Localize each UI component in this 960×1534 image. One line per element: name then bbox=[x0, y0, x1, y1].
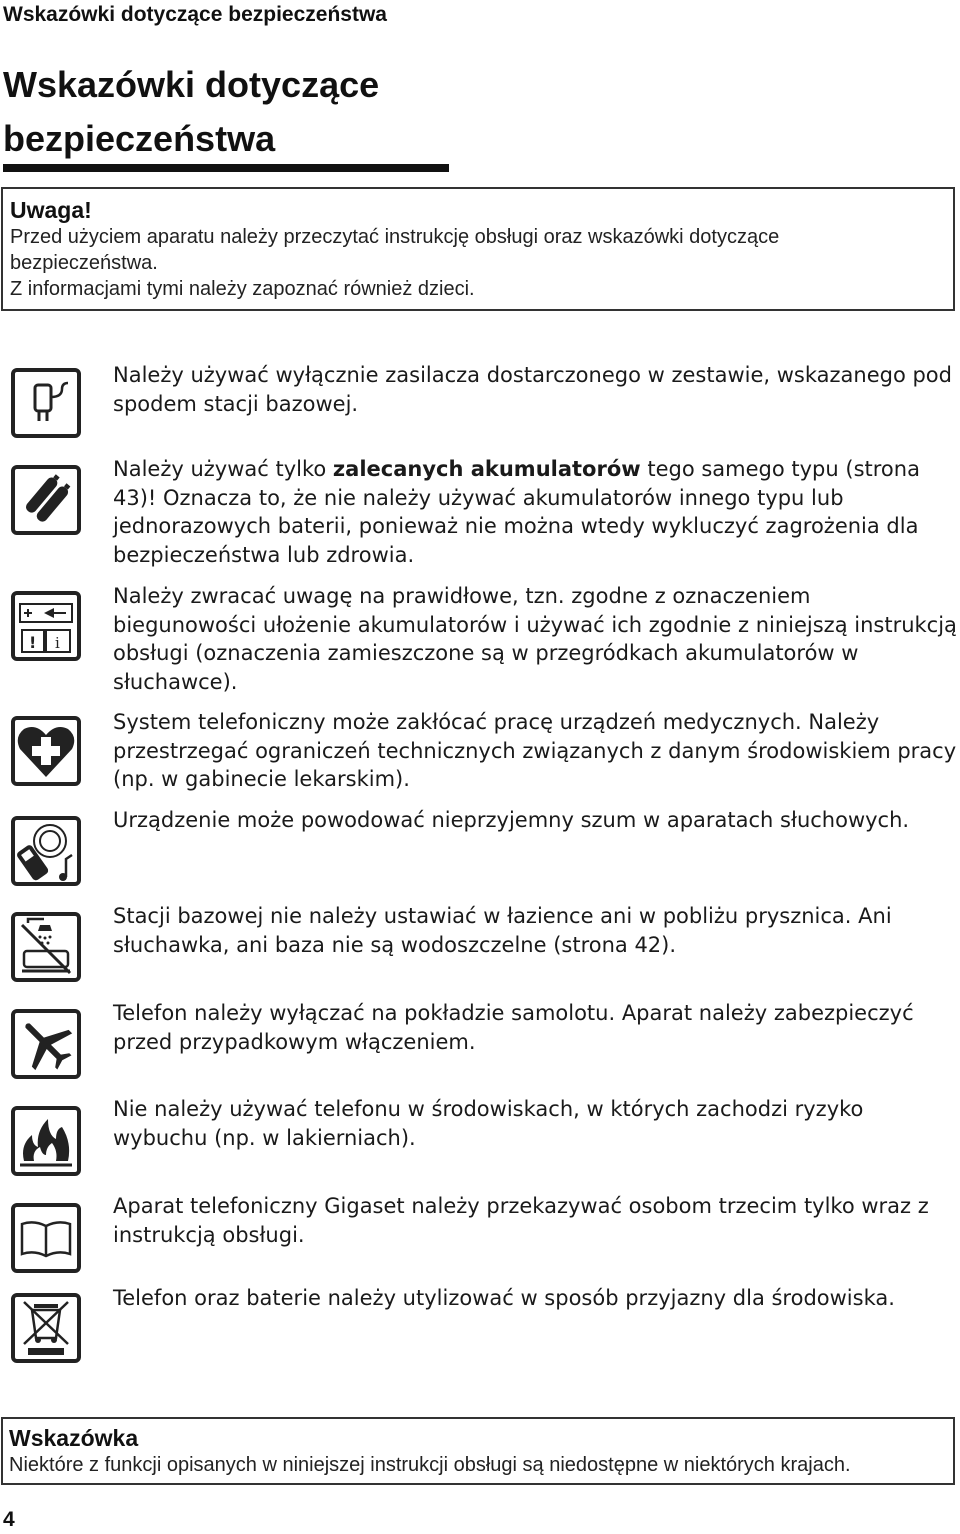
title-rule bbox=[3, 164, 449, 172]
warning-label: Uwaga! bbox=[10, 197, 92, 223]
weee-bin-icon bbox=[10, 1292, 82, 1364]
item-hearing-aid: Urządzenie może powodować nieprzyjemny szum w aparatach słuchowych. bbox=[113, 808, 910, 832]
warning-box bbox=[1, 187, 955, 311]
note-box bbox=[1, 1417, 955, 1485]
warning-text-line-3: Z informacjami tymi należy zapoznać również dzieci. bbox=[10, 278, 475, 300]
hearing-aid-icon bbox=[10, 815, 82, 887]
item-polarity: Należy zwracać uwagę na prawidłowe, tzn. zgodne z oznaczeniem biegunowości ułożenie akumulatorów i używać ich zgodnie z niniejszą instrukcją obsługi (oznaczenia zamieszczone są w przegródkach akumulatorów w słuchawce). bbox=[113, 584, 957, 694]
item-disposal: Telefon oraz baterie należy utylizować w sposób przyjazny dla środowiska. bbox=[113, 1286, 895, 1310]
polarity-info-icon bbox=[10, 590, 82, 662]
item-medical: System telefoniczny może zakłócać pracę urządzeń medycznych. Należy przestrzegać ograniczeń technicznych związanych z danym środowiskiem pracy (np. w gabinecie lekarskim). bbox=[113, 710, 957, 791]
battery-text-bold: zalecanych akumulatorów bbox=[332, 457, 641, 481]
page-title bbox=[3, 58, 379, 166]
battery-text-pre: Należy używać tylko bbox=[113, 457, 333, 481]
note-text: Niektóre z funkcji opisanych w niniejszej instrukcji obsługi są niedostępne w niektórych krajach. bbox=[9, 1454, 851, 1476]
svg-text:i: i bbox=[55, 634, 60, 652]
power-adapter-icon bbox=[10, 367, 82, 439]
item-battery bbox=[113, 455, 958, 569]
page-title-line-1: Wskazówki dotyczące bbox=[3, 64, 380, 105]
item-airplane: Telefon należy wyłączać na pokładzie samolotu. Aparat należy zabezpieczyć przed przypadkowym włączeniem. bbox=[113, 1001, 914, 1054]
page-title-line-2: bezpieczeństwa bbox=[3, 118, 276, 159]
item-bathroom: Stacji bazowej nie należy ustawiać w łazience ani w pobliżu prysznica. Ani słuchawka, ani baza nie są wodoszczelne (strona 42). bbox=[113, 904, 892, 957]
page-number: 4 bbox=[3, 1508, 15, 1531]
svg-text:!: ! bbox=[29, 633, 37, 652]
battery-icon bbox=[10, 464, 82, 536]
medical-heart-icon bbox=[10, 715, 82, 787]
battery-text-post: tego samego typu (strona 43)! Oznacza to, że nie należy używać akumulatorów innego typu lub jednorazowych baterii, ponieważ nie można wtedy wykluczyć zagrożenia dla bezpieczeństwa lub zdrowia. bbox=[113, 457, 920, 567]
manual-book-icon bbox=[10, 1202, 82, 1274]
running-header: Wskazówki dotyczące bezpieczeństwa bbox=[3, 3, 387, 26]
no-bathroom-icon bbox=[10, 911, 82, 983]
airplane-icon bbox=[10, 1008, 82, 1080]
item-explosion: Nie należy używać telefonu w środowiskach, w których zachodzi ryzyko wybuchu (np. w lakierniach). bbox=[113, 1097, 864, 1150]
warning-text-line-2: bezpieczeństwa. bbox=[10, 252, 158, 274]
explosion-fire-icon bbox=[10, 1105, 82, 1177]
note-label: Wskazówka bbox=[9, 1425, 139, 1451]
item-manual: Aparat telefoniczny Gigaset należy przekazywać osobom trzecim tylko wraz z instrukcją obsługi. bbox=[113, 1194, 929, 1247]
warning-text-line-1: Przed użyciem aparatu należy przeczytać instrukcję obsługi oraz wskazówki dotyczące bbox=[10, 226, 780, 248]
item-power-adapter: Należy używać wyłącznie zasilacza dostarczonego w zestawie, wskazanego pod spodem stacji bazowej. bbox=[113, 363, 952, 416]
